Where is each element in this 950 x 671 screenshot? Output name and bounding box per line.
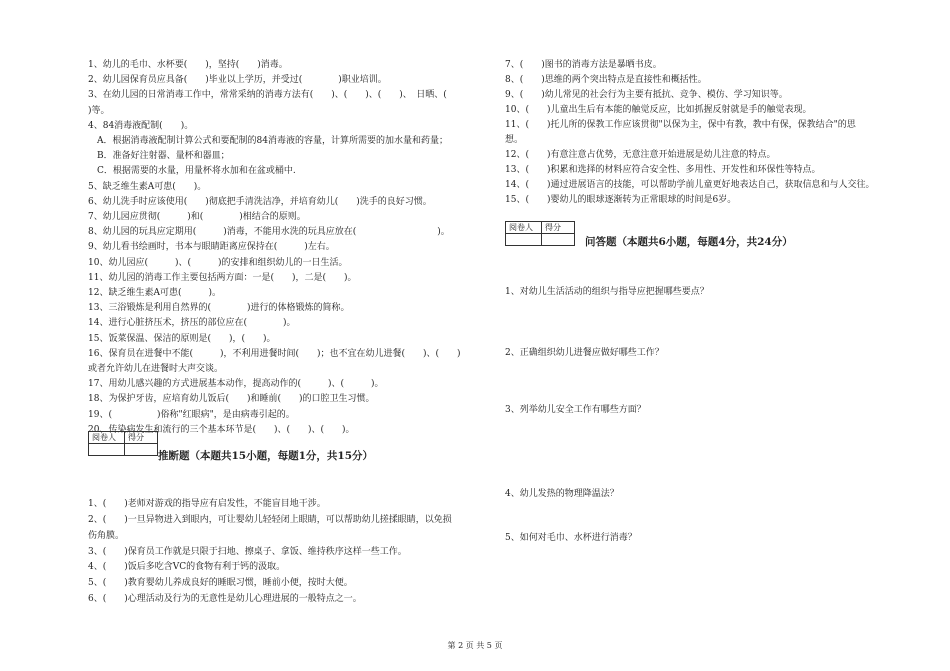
fill-questions-line: 12、缺乏维生素A可患( )。	[88, 288, 221, 298]
reviewer-cell	[89, 444, 125, 456]
fill-questions-line: 16、保育员在进餐中不能( )，不利用进餐时间( )；也不宜在幼儿进餐( )、( )	[88, 348, 461, 359]
judge-questions-left-line: 2、( )一旦异物进入到眼内，可让婴幼儿轻轻闭上眼睛，可以帮助幼儿搓揉眼睛，以免损	[88, 515, 452, 525]
qa-questions-line: 1、对幼儿生活活动的组织与指导应把握哪些要点？	[505, 287, 709, 297]
judge-questions-left-line: 5、( )教育婴幼儿养成良好的睡眠习惯，睡前小便，按时大便。	[88, 578, 353, 588]
score-cell	[125, 444, 158, 456]
fill-questions-line: )等。	[88, 105, 110, 116]
fill-questions-line: A．根据消毒液配制计算公式和要配制的84消毒液的容量，计算所需要的加水量和药量；	[88, 136, 448, 146]
fill-questions-line: 13、三浴锻炼是利用自然界的( )进行的体格锻炼的简称。	[88, 303, 350, 314]
qa-questions-line: 3、列举幼儿安全工作有哪些方面？	[505, 405, 646, 415]
judge-questions-right-line: 10、( )儿童出生后有本能的触觉反应，比如抓握反射就是手的触觉表现。	[505, 105, 812, 115]
judge-questions-right-line: 想。	[505, 135, 524, 145]
fill-questions-line: 10、幼儿园应( )、( )的安排和组织幼儿的一日生活。	[88, 257, 348, 268]
fill-questions-line: 19、( )俗称"红眼病"，是由病毒引起的。	[88, 409, 295, 420]
fill-questions-line: 15、饭菜保温、保洁的原则是( )，( )。	[88, 333, 276, 344]
fill-questions-line: 11、幼儿园的消毒工作主要包括两方面：一是( )，二是( )。	[88, 272, 357, 283]
judge-questions-left-line: 4、( )饭后多吃含VC的食物有利于钙的汲取。	[88, 562, 286, 572]
judge-questions-right-line: 11、( )托儿所的保教工作应该贯彻"以保为主，保中有教，教中有保，保教结合"的思	[505, 120, 856, 130]
score-table-judge	[88, 431, 158, 456]
qa-section-title: 问答题（本题共6小题，每题4分，共24分）	[585, 236, 793, 248]
fill-questions-line: 4、84消毒液配制( )。	[88, 120, 194, 131]
judge-questions-right-line: 13、( )积累和选择的材料应符合安全性、多用性、开发性和环保性等特点。	[505, 165, 821, 175]
judge-questions-left-line: 伤角膜。	[88, 531, 125, 541]
judge-questions-right-line: 7、( )图书的消毒方法是暴晒书皮。	[505, 60, 662, 70]
score-cell	[542, 234, 575, 246]
score-label: 得分	[542, 222, 575, 234]
score-table-qa	[505, 221, 575, 246]
fill-questions-line: B．准备好注射器、量杯和器皿；	[88, 151, 230, 162]
fill-questions-line: 9、幼儿看书绘画时，书本与眼睛距离应保持在( )左右。	[88, 242, 335, 253]
judge-questions-right-line: 14、( )通过进展语言的技能，可以帮助学前儿童更好地表达自己，获取信息和与人交往。	[505, 180, 875, 190]
fill-questions-line: 7、幼儿园应贯彻( )和( )相结合的原则。	[88, 212, 306, 222]
qa-questions-line: 5、如何对毛巾、水杯进行消毒？	[505, 533, 637, 543]
qa-questions-line: 4、幼儿发热的物理降温法？	[505, 489, 619, 499]
judge-questions-right-line: 15、( )婴幼儿的眼球逐渐转为正常眼球的时间是6岁。	[505, 195, 737, 205]
fill-questions-line: 3、在幼儿园的日常消毒工作中，常常采纳的消毒方法有( )、( )、( )、 日晒、(	[88, 90, 465, 101]
fill-questions-line: 6、幼儿洗手时应该使用( )彻底把手清洗洁净，并培育幼儿( )洗手的良好习惯。	[88, 196, 432, 207]
judge-questions-left-line: 6、( )心理活动及行为的无意性是幼儿心理进展的一般特点之一。	[88, 594, 362, 604]
fill-questions-line: 20、传染病发生和流行的三个基本环节是( )、( )、( )。	[88, 424, 355, 435]
judge-questions-right-line: 12、( )有意注意占优势，无意注意开始进展是幼儿注意的特点。	[505, 150, 776, 160]
qa-questions-line: 2、正确组织幼儿进餐应做好哪些工作？	[505, 348, 664, 358]
fill-questions-line: 8、幼儿园的玩具应定期用( )消毒，不能用水洗的玩具应放在( )。	[88, 227, 450, 238]
judge-questions-right-line: 9、( )幼儿常见的社会行为主要有抵抗、竞争、模仿、学习知识等。	[505, 90, 788, 100]
fill-questions-line: 5、缺乏维生素A可患( )。	[88, 181, 207, 192]
judge-section-title: 推断题（本题共15小题，每题1分，共15分）	[158, 450, 374, 462]
reviewer-cell	[506, 234, 542, 246]
fill-questions-line: 或者允许幼儿在进餐时大声交谈。	[88, 364, 224, 374]
fill-questions-line: 18、为保护牙齿，应培育幼儿饭后( )和睡前( )的口腔卫生习惯。	[88, 394, 375, 405]
fill-questions-line: 2、幼儿园保育员应具备( )毕业以上学历，并受过( )职业培训。	[88, 75, 387, 86]
fill-questions-line: C．根据需要的水量，用量杯将水加和在盆或桶中.	[88, 166, 296, 177]
page-footer: 第 2 页 共 5 页	[447, 641, 503, 650]
fill-questions-line: 17、用幼儿感兴趣的方式进展基本动作，提高动作的( )、( )。	[88, 379, 384, 390]
fill-questions-line: 1、幼儿的毛巾、水杯要( )，坚持( )消毒。	[88, 60, 288, 70]
judge-questions-left-line: 1、( )老师对游戏的指导应有启发性，不能盲目地干涉。	[88, 499, 326, 509]
score-label: 得分	[125, 432, 158, 444]
reviewer-label: 阅卷人	[506, 222, 542, 234]
judge-questions-left-line: 3、( )保育员工作就是只限于扫地、擦桌子、拿饭、维持秩序这样一些工作。	[88, 547, 407, 557]
fill-questions-line: 14、进行心脏挤压术，挤压的部位应在( )。	[88, 318, 296, 329]
reviewer-label: 阅卷人	[89, 432, 125, 444]
judge-questions-right-line: 8、( )思维的两个突出特点是直接性和概括性。	[505, 75, 707, 85]
